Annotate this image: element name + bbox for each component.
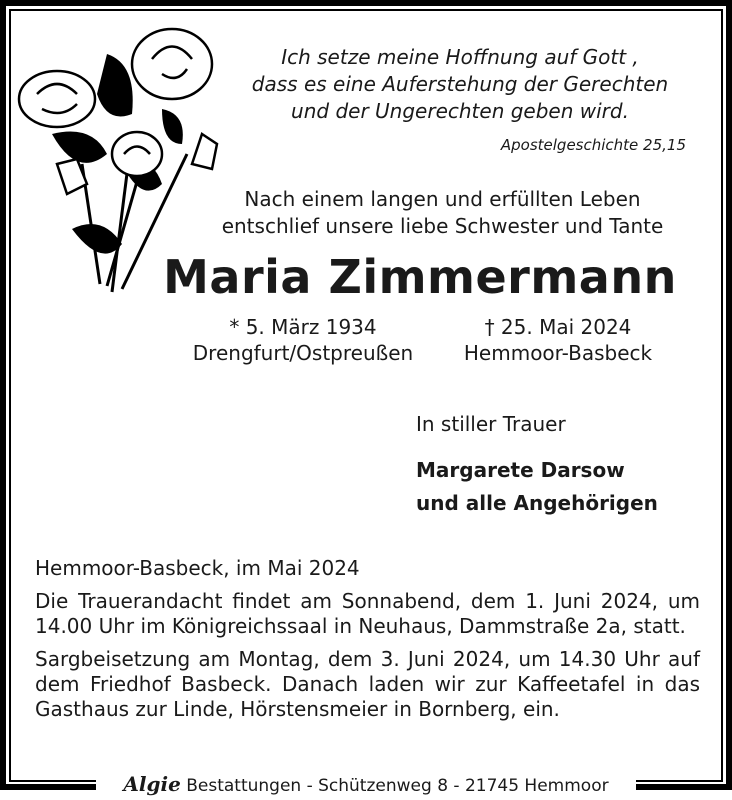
death-place: Hemmoor-Basbeck <box>463 341 653 365</box>
intro-line: entschlief unsere liebe Schwester und Tante <box>221 214 664 238</box>
quote-line: und der Ungerechten geben wird. <box>291 99 629 123</box>
death-info <box>448 314 668 366</box>
mourning-heading: In stiller Trauer <box>416 412 566 436</box>
mourner-name: Margarete Darsow <box>416 458 625 482</box>
funeral-home-footer <box>96 772 636 796</box>
burial-info: Sargbeisetzung am Montag, dem 3. Juni 2024, um 14.30 Uhr auf dem Friedhof Basbeck. Danach laden wir zur Kaffeetafel in das Gasthaus zur Linde, Hörstensmeier in Bornberg, ein. <box>35 647 700 721</box>
birth-info <box>178 314 428 366</box>
place-date: Hemmoor-Basbeck, im Mai 2024 <box>35 556 360 580</box>
mourner-name: und alle Angehörigen <box>416 491 658 515</box>
birth-date: * 5. März 1934 <box>229 315 377 339</box>
quote-source: Apostelgeschichte 25,15 <box>500 136 686 154</box>
funeral-home-address: Bestattungen - Schützenweg 8 - 21745 Hemmoor <box>180 776 609 796</box>
intro-line: Nach einem langen und erfüllten Leben <box>244 187 641 211</box>
bible-quote <box>220 44 700 125</box>
deceased-name: Maria Zimmermann <box>163 250 677 304</box>
intro-text <box>190 186 695 240</box>
mourners-list <box>416 454 658 520</box>
service-info: Die Trauerandacht findet am Sonnabend, dem 1. Juni 2024, um 14.00 Uhr im Königreichssaal in Neuhaus, Dammstraße 2a, statt. <box>35 589 700 638</box>
quote-line: dass es eine Auferstehung der Gerechten <box>251 72 669 96</box>
funeral-details <box>35 556 700 730</box>
birth-place: Drengfurt/Ostpreußen <box>192 341 414 365</box>
funeral-home-logo: Algie <box>123 772 181 796</box>
death-date: † 25. Mai 2024 <box>484 315 632 339</box>
quote-line: Ich setze meine Hoffnung auf Gott , <box>281 45 639 69</box>
